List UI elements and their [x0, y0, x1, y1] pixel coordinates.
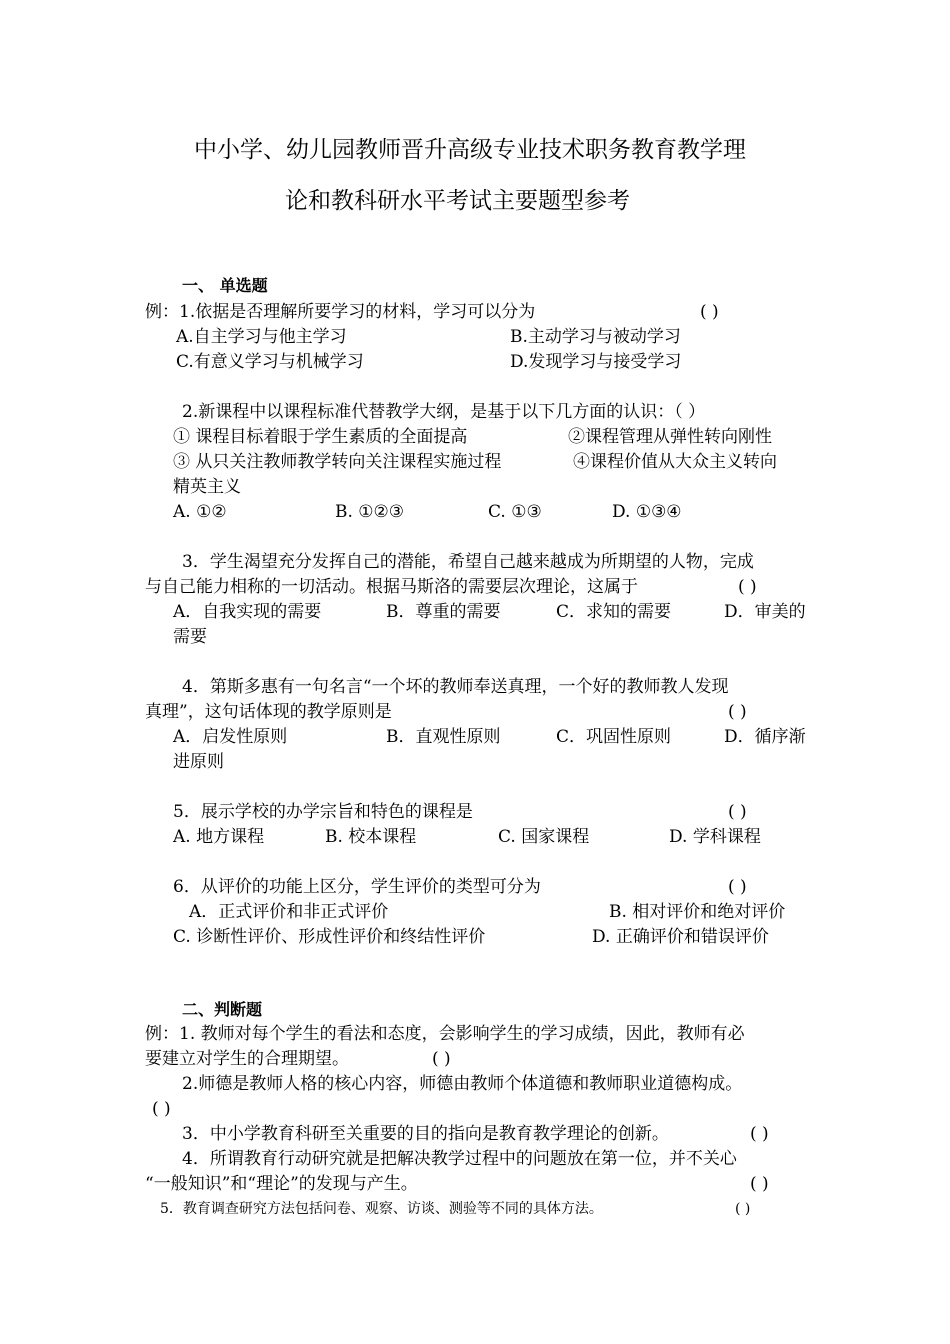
question-6-stem: 6．从评价的功能上区分，学生评价的类型可分为 — [173, 877, 541, 897]
question-2-option-d: D. ①③④ — [612, 502, 682, 522]
question-5-option-a: A. 地方课程 — [173, 827, 265, 847]
question-2-option-b: B. ①②③ — [335, 502, 405, 522]
tf-question-3-stem: 3．中小学教育科研至关重要的目的指向是教育教学理论的创新。 — [182, 1124, 669, 1144]
question-6-option-c: C. 诊断性评价、形成性评价和终结性评价 — [173, 927, 486, 947]
question-5-option-d: D. 学科课程 — [669, 827, 761, 847]
question-5-option-b: B. 校本课程 — [325, 827, 417, 847]
tf-question-2-line-1: 2.师德是教师人格的核心内容，师德由教师个体道德和教师职业道德构成。 — [182, 1074, 743, 1094]
tf-question-1-blank: ( ) — [432, 1049, 451, 1069]
question-3-option-c: C．求知的需要 — [556, 602, 672, 622]
question-5-stem: 5．展示学校的办学宗旨和特色的课程是 — [173, 802, 473, 822]
section-heading-true-false: 二、判断题 — [182, 1000, 263, 1019]
question-2-stem: 2.新课程中以课程标准代替教学大纲，是基于以下几方面的认识：（ ） — [182, 402, 706, 422]
tf-question-1-line-2: 要建立对学生的合理期望。 — [145, 1049, 349, 1069]
question-3-line-1: 3．学生渴望充分发挥自己的潜能，希望自己越来越成为所期望的人物，完成 — [182, 552, 754, 572]
question-3-option-b: B．尊重的需要 — [386, 602, 501, 622]
question-2-statement-1: ① 课程目标着眼于学生素质的全面提高 — [173, 427, 468, 447]
tf-question-4-line-2: “一般知识”和“理论”的发现与产生。 — [145, 1174, 418, 1194]
question-6-blank: ( ) — [728, 877, 747, 897]
question-3-option-d-cont: 需要 — [173, 627, 207, 647]
question-1-option-c: C.有意义学习与机械学习 — [176, 352, 364, 372]
doc-title-line-1: 中小学、幼儿园教师晋升高级专业技术职务教育教学理 — [194, 137, 746, 163]
question-2-option-a: A. ①② — [173, 502, 227, 522]
question-3-blank: ( ) — [738, 577, 757, 597]
section-heading-single-choice: 一、 单选题 — [182, 276, 268, 295]
question-4-option-d: D．循序渐 — [724, 727, 806, 747]
question-4-line-2: 真理”，这句话体现的教学原则是 — [145, 702, 392, 722]
question-4-option-a: A．启发性原则 — [173, 727, 288, 747]
question-4-option-b: B．直观性原则 — [386, 727, 501, 747]
tf-question-5-stem: 5．教育调查研究方法包括问卷、观察、访谈、测验等不同的具体方法。 — [160, 1201, 603, 1217]
question-3-line-2: 与自己能力相称的一切活动。根据马斯洛的需要层次理论，这属于 — [145, 577, 638, 597]
question-4-option-c: C．巩固性原则 — [556, 727, 672, 747]
question-2-statement-2: ②课程管理从弹性转向刚性 — [568, 427, 772, 447]
question-4-line-1: 4．第斯多惠有一句名言“一个坏的教师奉送真理，一个好的教师教人发现 — [182, 677, 729, 697]
question-6-option-a: A．正式评价和非正式评价 — [189, 902, 389, 922]
question-3-option-d: D．审美的 — [724, 602, 806, 622]
question-1-option-a: A.自主学习与他主学习 — [176, 327, 347, 347]
tf-question-3-blank: ( ) — [750, 1124, 769, 1144]
question-1-blank: ( ) — [700, 302, 719, 322]
tf-question-4-blank: ( ) — [750, 1174, 769, 1194]
question-2-statement-4-cont: 精英主义 — [173, 477, 241, 497]
question-6-option-d: D. 正确评价和错误评价 — [592, 927, 769, 947]
question-2-option-c: C. ①③ — [488, 502, 542, 522]
question-2-statement-3: ③ 从只关注教师教学转向关注课程实施过程 — [173, 452, 502, 472]
question-5-option-c: C. 国家课程 — [498, 827, 590, 847]
question-1-stem: 例：1.依据是否理解所要学习的材料，学习可以分为 — [145, 302, 536, 322]
tf-question-4-line-1: 4．所谓教育行动研究就是把解决教学过程中的问题放在第一位，并不关心 — [182, 1149, 737, 1169]
question-6-option-b: B. 相对评价和绝对评价 — [609, 902, 786, 922]
question-1-option-d: D.发现学习与接受学习 — [510, 352, 682, 372]
tf-question-2-blank: ( ) — [152, 1099, 171, 1119]
question-5-blank: ( ) — [728, 802, 747, 822]
tf-question-5-blank: ( ) — [735, 1201, 751, 1217]
question-1-option-b: B.主动学习与被动学习 — [510, 327, 681, 347]
doc-title-line-2: 论和教科研水平考试主要题型参考 — [285, 188, 630, 214]
question-3-option-a: A．自我实现的需要 — [173, 602, 322, 622]
question-4-option-d-cont: 进原则 — [173, 752, 224, 772]
question-4-blank: ( ) — [728, 702, 747, 722]
question-2-statement-4: ④课程价值从大众主义转向 — [573, 452, 777, 472]
tf-question-1-line-1: 例：1. 教师对每个学生的看法和态度，会影响学生的学习成绩，因此，教师有必 — [145, 1024, 745, 1044]
